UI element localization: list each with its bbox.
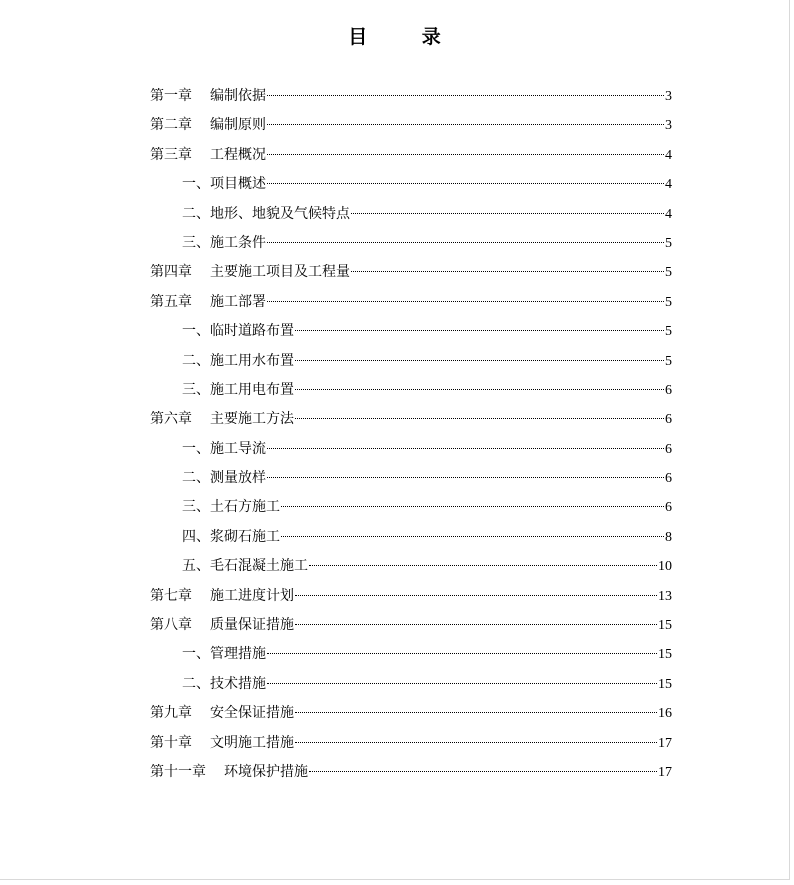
toc-section-entry[interactable] xyxy=(150,347,672,376)
page-title: 目 录 xyxy=(348,26,465,48)
toc-entry-text xyxy=(150,82,266,111)
toc-entry-text xyxy=(182,670,266,699)
dot-leader xyxy=(295,389,664,390)
page-number: 6 xyxy=(665,500,672,516)
toc-section-entry[interactable] xyxy=(150,670,672,699)
page-number: 3 xyxy=(665,89,672,104)
entry-title: 三、土石方施工 xyxy=(182,499,280,516)
toc-section-entry[interactable] xyxy=(150,229,672,258)
toc-entry-text xyxy=(150,758,308,787)
entry-title: 工程概况 xyxy=(210,146,266,163)
toc-section-entry[interactable] xyxy=(150,552,672,581)
page-number: 16 xyxy=(658,706,672,722)
toc-section-entry[interactable] xyxy=(150,376,672,405)
entry-title: 文明施工措施 xyxy=(210,734,294,751)
page-number: 17 xyxy=(658,764,672,780)
page-number: 5 xyxy=(665,353,672,369)
page-number: 15 xyxy=(658,618,672,634)
page-number: 15 xyxy=(658,676,672,692)
page-number: 5 xyxy=(665,265,672,281)
entry-title: 四、浆砌石施工 xyxy=(182,528,280,545)
entry-title: 施工部署 xyxy=(210,293,266,310)
dot-leader xyxy=(295,712,657,713)
chapter-label: 第八章 xyxy=(150,617,192,634)
entry-title: 主要施工方法 xyxy=(210,411,294,428)
dot-leader xyxy=(295,624,657,625)
page-number: 5 xyxy=(665,235,672,251)
page-number: 8 xyxy=(665,529,672,545)
entry-title: 一、项目概述 xyxy=(182,176,266,193)
page-number: 17 xyxy=(658,735,672,751)
dot-leader xyxy=(267,242,664,243)
toc-chapter-entry[interactable] xyxy=(150,141,672,170)
dot-leader xyxy=(295,595,657,596)
page-number: 6 xyxy=(665,412,672,428)
entry-title: 安全保证措施 xyxy=(210,705,294,722)
toc-entry-text xyxy=(150,405,294,434)
toc-entry-text xyxy=(182,170,266,199)
toc-section-entry[interactable] xyxy=(150,640,672,669)
dot-leader xyxy=(295,742,657,743)
dot-leader xyxy=(351,213,664,214)
toc-chapter-entry[interactable] xyxy=(150,611,672,640)
toc-chapter-entry[interactable] xyxy=(150,729,672,758)
toc-entry-text xyxy=(182,229,266,258)
dot-leader xyxy=(295,418,664,419)
chapter-label: 第四章 xyxy=(150,264,192,281)
entry-title: 编制依据 xyxy=(210,88,266,104)
toc-entry-text xyxy=(182,523,280,552)
chapter-label: 第三章 xyxy=(150,146,192,163)
entry-title: 编制原则 xyxy=(210,117,266,134)
toc-entry-text xyxy=(150,141,266,170)
chapter-label: 第十一章 xyxy=(150,763,206,780)
toc-chapter-entry[interactable] xyxy=(150,258,672,287)
entry-title: 三、施工用电布置 xyxy=(182,381,294,398)
entry-title: 一、施工导流 xyxy=(182,440,266,457)
toc-chapter-entry[interactable] xyxy=(150,758,672,787)
page-number: 6 xyxy=(665,441,672,457)
toc-section-entry[interactable] xyxy=(150,435,672,464)
toc-chapter-entry[interactable] xyxy=(150,288,672,317)
chapter-label: 第九章 xyxy=(150,705,192,722)
toc-entry-text xyxy=(150,582,294,611)
chapter-label: 第一章 xyxy=(150,88,192,104)
page-number: 6 xyxy=(665,471,672,487)
entry-title: 二、测量放样 xyxy=(182,470,266,487)
dot-leader xyxy=(295,360,664,361)
toc-section-entry[interactable] xyxy=(150,523,672,552)
toc-entry-text xyxy=(182,493,280,522)
page-number: 4 xyxy=(665,206,672,222)
toc-entry-text xyxy=(150,111,266,140)
dot-leader xyxy=(267,683,657,684)
dot-leader xyxy=(351,271,664,272)
entry-title: 一、临时道路布置 xyxy=(182,323,294,340)
chapter-label: 第七章 xyxy=(150,587,192,604)
entry-title: 二、技术措施 xyxy=(182,675,266,692)
entry-title: 主要施工项目及工程量 xyxy=(210,264,350,281)
toc-chapter-entry[interactable] xyxy=(150,111,672,140)
toc-section-entry[interactable] xyxy=(150,464,672,493)
chapter-label: 第五章 xyxy=(150,293,192,310)
entry-title: 三、施工条件 xyxy=(182,234,266,251)
entry-title: 环境保护措施 xyxy=(224,763,308,780)
entry-title: 一、管理措施 xyxy=(182,646,266,663)
dot-leader xyxy=(267,183,664,184)
toc-section-entry[interactable] xyxy=(150,317,672,346)
dot-leader xyxy=(267,477,664,478)
page-number: 10 xyxy=(658,559,672,575)
dot-leader xyxy=(281,506,664,507)
toc-entry-text xyxy=(182,347,294,376)
page-number: 15 xyxy=(658,647,672,663)
entry-title: 五、毛石混凝土施工 xyxy=(182,558,308,575)
dot-leader xyxy=(267,653,657,654)
toc-entry-text xyxy=(150,288,266,317)
page-number: 6 xyxy=(665,382,672,398)
chapter-label: 第二章 xyxy=(150,117,192,134)
toc-entry-text xyxy=(182,317,294,346)
dot-leader xyxy=(295,330,664,331)
dot-leader xyxy=(267,448,664,449)
toc-chapter-entry[interactable] xyxy=(150,699,672,728)
page-number: 13 xyxy=(658,588,672,604)
toc-entry-text xyxy=(150,611,294,640)
toc-section-entry[interactable] xyxy=(150,493,672,522)
toc-entry-text xyxy=(150,258,350,287)
toc-chapter-entry[interactable] xyxy=(150,82,672,111)
toc-entry-text xyxy=(182,435,266,464)
toc-entry-text xyxy=(150,729,294,758)
toc-entry-text xyxy=(150,699,294,728)
toc-entry-text xyxy=(182,464,266,493)
page-number: 4 xyxy=(665,147,672,163)
table-of-contents xyxy=(150,82,672,787)
toc-entry-text xyxy=(182,640,266,669)
toc-chapter-entry[interactable] xyxy=(150,582,672,611)
dot-leader xyxy=(309,565,657,566)
page-number: 5 xyxy=(665,294,672,310)
entry-title: 质量保证措施 xyxy=(210,617,294,634)
dot-leader xyxy=(267,301,664,302)
dot-leader xyxy=(267,154,664,155)
chapter-label: 第十章 xyxy=(150,734,192,751)
entry-title: 二、施工用水布置 xyxy=(182,352,294,369)
entry-title: 二、地形、地貌及气候特点 xyxy=(182,205,350,222)
toc-section-entry[interactable] xyxy=(150,200,672,229)
chapter-label: 第六章 xyxy=(150,411,192,428)
dot-leader xyxy=(267,124,664,125)
toc-chapter-entry[interactable] xyxy=(150,405,672,434)
toc-entry-text xyxy=(182,376,294,405)
dot-leader xyxy=(309,771,657,772)
toc-entry-text xyxy=(182,552,308,581)
toc-section-entry[interactable] xyxy=(150,170,672,199)
page-number: 5 xyxy=(665,324,672,340)
page-number: 4 xyxy=(665,177,672,193)
toc-entry-text xyxy=(182,200,350,229)
dot-leader xyxy=(281,536,664,537)
page-number: 3 xyxy=(665,118,672,134)
dot-leader xyxy=(267,95,664,96)
entry-title: 施工进度计划 xyxy=(210,587,294,604)
